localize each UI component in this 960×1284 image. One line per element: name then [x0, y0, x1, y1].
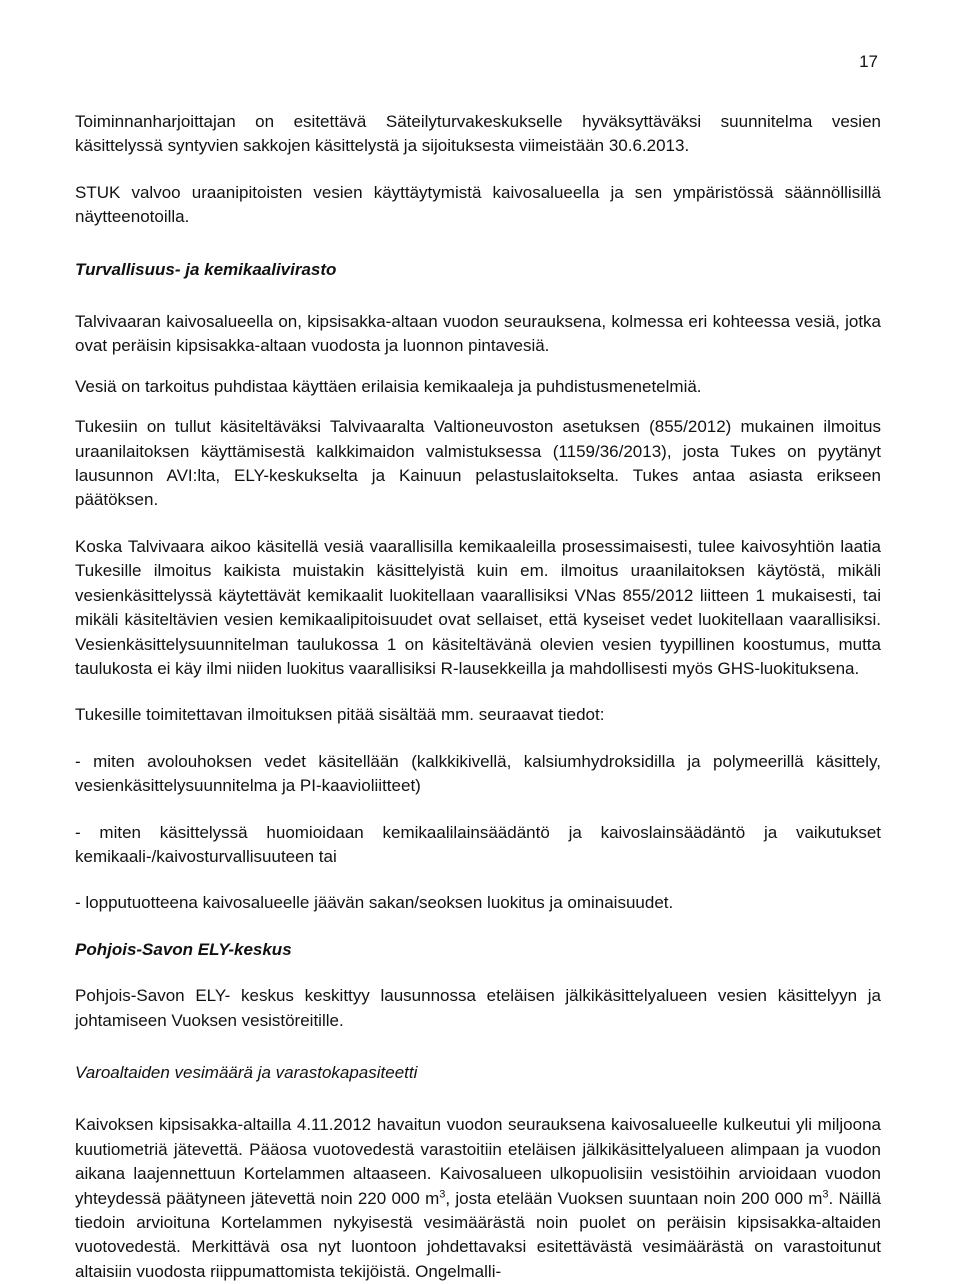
list-item: - lopputuotteena kaivosalueelle jäävän sakan/seoksen luokitus ja ominaisuudet.	[75, 893, 674, 913]
paragraph: Tukesille toimitettavan ilmoituksen pitää sisältää mm. seuraavat tiedot:	[75, 705, 605, 725]
paragraph: Tukesiin on tullut käsiteltäväksi Talvivaaralta Valtioneuvoston asetuksen (855/2012) mukainen ilmoitus uraanilaitoksen käyttämisestä kalkkimaidon valmistuksessa (1159/36/2013), josta Tukes on pyytänyt lausunnon AVI:lta, ELY-keskukselta ja Kainuun pelastuslaitokselta. Tukes antaa asiasta erikseen päätöksen.	[75, 417, 881, 510]
list-item: - miten käsittelyssä huomioidaan kemikaalilainsäädäntö ja kaivoslainsäädäntö ja vaikutukset kemikaali-/kaivosturvallisuuteen tai	[75, 822, 881, 866]
paragraph: Koska Talvivaara aikoo käsitellä vesiä vaarallisilla kemikaaleilla prosessimaisesti, tulee kaivosyhtiön laatia Tukesille ilmoitus kaikista muistakin käsittelyistä kuin em. ilmoitus uraanilaitoksen käytöstä, mikäli vesienkäsittelyssä käytettävät kemikaalit luokitellaan vaarallisiksi VNas 855/2012 liitteen 1 mukaisesti, tai mikäli käsiteltävien vesien kemikaalipitoisuudet ovat sellaiset, että kyseiset vedet luokitellaan vaarallisiksi. Vesienkäsittelysuunnitelman taulukossa 1 on käsiteltävänä olevien vesien tyypillinen koostumus, mutta taulukosta ei käy ilmi niiden luokitus vaarallisiksi R-lausekkeilla ja mahdollisesti myös GHS-luokituksena.	[75, 536, 881, 678]
section-heading: Turvallisuus- ja kemikaalivirasto	[75, 259, 337, 279]
section-heading: Pohjois-Savon ELY-keskus	[75, 939, 292, 959]
superscript: 3	[822, 1187, 829, 1200]
text-run: Kaivoksen kipsisakka-altailla 4.11.2012 havaitun vuodon seurauksena kaivosalueelle kulkeutui yli miljoona kuutiometriä jätevettä. Pääosa vuotovedestä varastoitiin eteläisen jälkikäsittelyalueen alimpaan ja vuodon aikana laajennettuun Kortelammen altaaseen. Kaivosalueen ulkopuolisiin vesistöihin arvioidaan vuodon yhteydessä päätyneen jätevettä noin 220 000 m	[75, 1115, 881, 1208]
paragraph: STUK valvoo uraanipitoisten vesien käyttäytymistä kaivosalueella ja sen ympäristössä säännöllisillä näytteenotoilla.	[75, 182, 881, 227]
section-heading: Varoaltaiden vesimäärä ja varastokapasiteetti	[75, 1062, 418, 1082]
paragraph: Pohjois-Savon ELY- keskus keskittyy lausunnossa eteläisen jälkikäsittelyalueen vesien käsittelyyn ja johtamiseen Vuoksen vesistöreitille.	[75, 986, 881, 1030]
paragraph: Talvivaaran kaivosalueella on, kipsisakka-altaan vuodon seurauksena, kolmessa eri kohteessa vesiä, jotka ovat peräisin kipsisakka-altaan vuodosta ja luonnon pintavesiä.	[75, 312, 881, 356]
page-number: 17	[859, 52, 878, 71]
document-body	[75, 110, 881, 1284]
list-item: - miten avolouhoksen vedet käsitellään (kalkkikivellä, kalsiumhydroksidilla ja polymeerillä käsittely, vesienkäsittelysuunnitelma ja PI-kaavioliitteet)	[75, 751, 881, 796]
text-run: . Näillä tiedoin arvioituna Kortelammen nykyisestä vesimäärästä noin puolet on peräisin kipsisakka-altaiden vuotovedestä. Merkittävä osa nyt luontoon johdettavaksi esitettävästä vesimäärästä on varastoitunut altaisiin vuodosta riippumattomista tekijöistä. Ongelmalli-	[75, 1188, 881, 1281]
paragraph: Vesiä on tarkoitus puhdistaa käyttäen erilaisia kemikaaleja ja puhdistusmenetelmiä.	[75, 376, 702, 396]
paragraph: Toiminnanharjoittajan on esitettävä Säteilyturvakeskukselle hyväksyttäväksi suunnitelma vesien käsittelyssä syntyvien sakkojen käsittelystä ja sijoituksesta viimeistään 30.6.2013.	[75, 112, 881, 156]
text-run: , josta etelään Vuoksen suuntaan noin 200 000 m	[445, 1188, 823, 1208]
superscript: 3	[439, 1187, 446, 1200]
paragraph	[75, 1113, 881, 1284]
